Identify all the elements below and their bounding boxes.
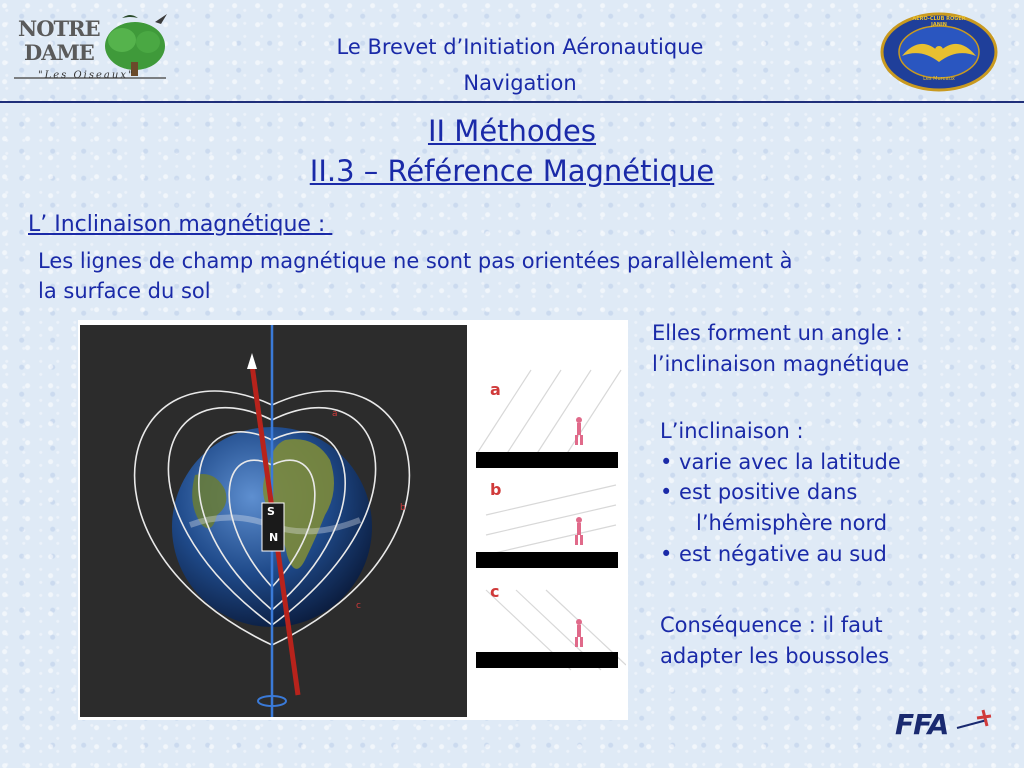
field-label-a: a bbox=[332, 409, 338, 419]
logo-text-notre: NOTRE bbox=[18, 16, 100, 41]
plane-icon bbox=[955, 706, 999, 736]
inclination-list-title: L’inclinaison : bbox=[660, 419, 804, 443]
magnetic-field-figure bbox=[78, 320, 628, 720]
page-title: Le Brevet d’Initiation Aéronautique bbox=[336, 35, 704, 59]
subsection-heading: II.3 – Référence Magnétique bbox=[309, 154, 715, 188]
inclination-lines bbox=[476, 360, 626, 720]
list-item-negative: • est négative au sud bbox=[660, 542, 887, 566]
diagram-label-c: c bbox=[490, 582, 500, 601]
section-heading: II Méthodes bbox=[427, 114, 597, 148]
person-icon bbox=[575, 417, 583, 647]
list-item-positive-cont: l’hémisphère nord bbox=[696, 511, 888, 535]
ground-c bbox=[476, 652, 618, 668]
consequence-2: adapter les boussoles bbox=[660, 644, 890, 668]
earth-panel bbox=[80, 325, 467, 717]
magnet-s-label: S bbox=[267, 505, 275, 518]
notre-dame-logo bbox=[10, 8, 170, 88]
north-arrow-icon bbox=[247, 353, 257, 369]
logo-tagline: "Les Oiseaux" bbox=[38, 70, 135, 81]
diagram-label-a: a bbox=[490, 380, 501, 399]
angle-text-1: Elles forment un angle : bbox=[652, 321, 903, 345]
inclination-diagrams bbox=[476, 360, 626, 720]
angle-text-2: l’inclinaison magnétique bbox=[652, 352, 910, 376]
intro-line-1: Les lignes de champ magnétique ne sont pas orientées parallèlement à bbox=[38, 249, 793, 273]
topic-heading: L’ Inclinaison magnétique : bbox=[28, 212, 333, 237]
list-item-positive: • est positive dans bbox=[660, 480, 858, 504]
list-item-latitude: • varie avec la latitude bbox=[660, 450, 901, 474]
field-label-b: b bbox=[400, 503, 406, 513]
aeroclub-ring-text: AERO-CLUB ROGER JANIN bbox=[912, 16, 966, 28]
consequence-1: Conséquence : il faut bbox=[660, 613, 883, 637]
ground-b bbox=[476, 552, 618, 568]
ffa-logo-text: FFA bbox=[895, 708, 949, 741]
header-divider bbox=[0, 101, 1024, 103]
earth-field-diagram bbox=[80, 325, 467, 717]
logo-text-dame: DAME bbox=[24, 40, 94, 65]
ground-a bbox=[476, 452, 618, 468]
magnet-n-label: N bbox=[269, 531, 279, 544]
intro-line-2: la surface du sol bbox=[38, 279, 211, 303]
aeroclub-logo bbox=[880, 12, 998, 92]
diagram-label-b: b bbox=[490, 480, 502, 499]
ffa-logo bbox=[895, 706, 1000, 746]
field-label-c: c bbox=[356, 601, 361, 611]
page-subtitle: Navigation bbox=[463, 71, 577, 95]
aeroclub-bottom-text: Les Mureaux bbox=[923, 76, 955, 82]
